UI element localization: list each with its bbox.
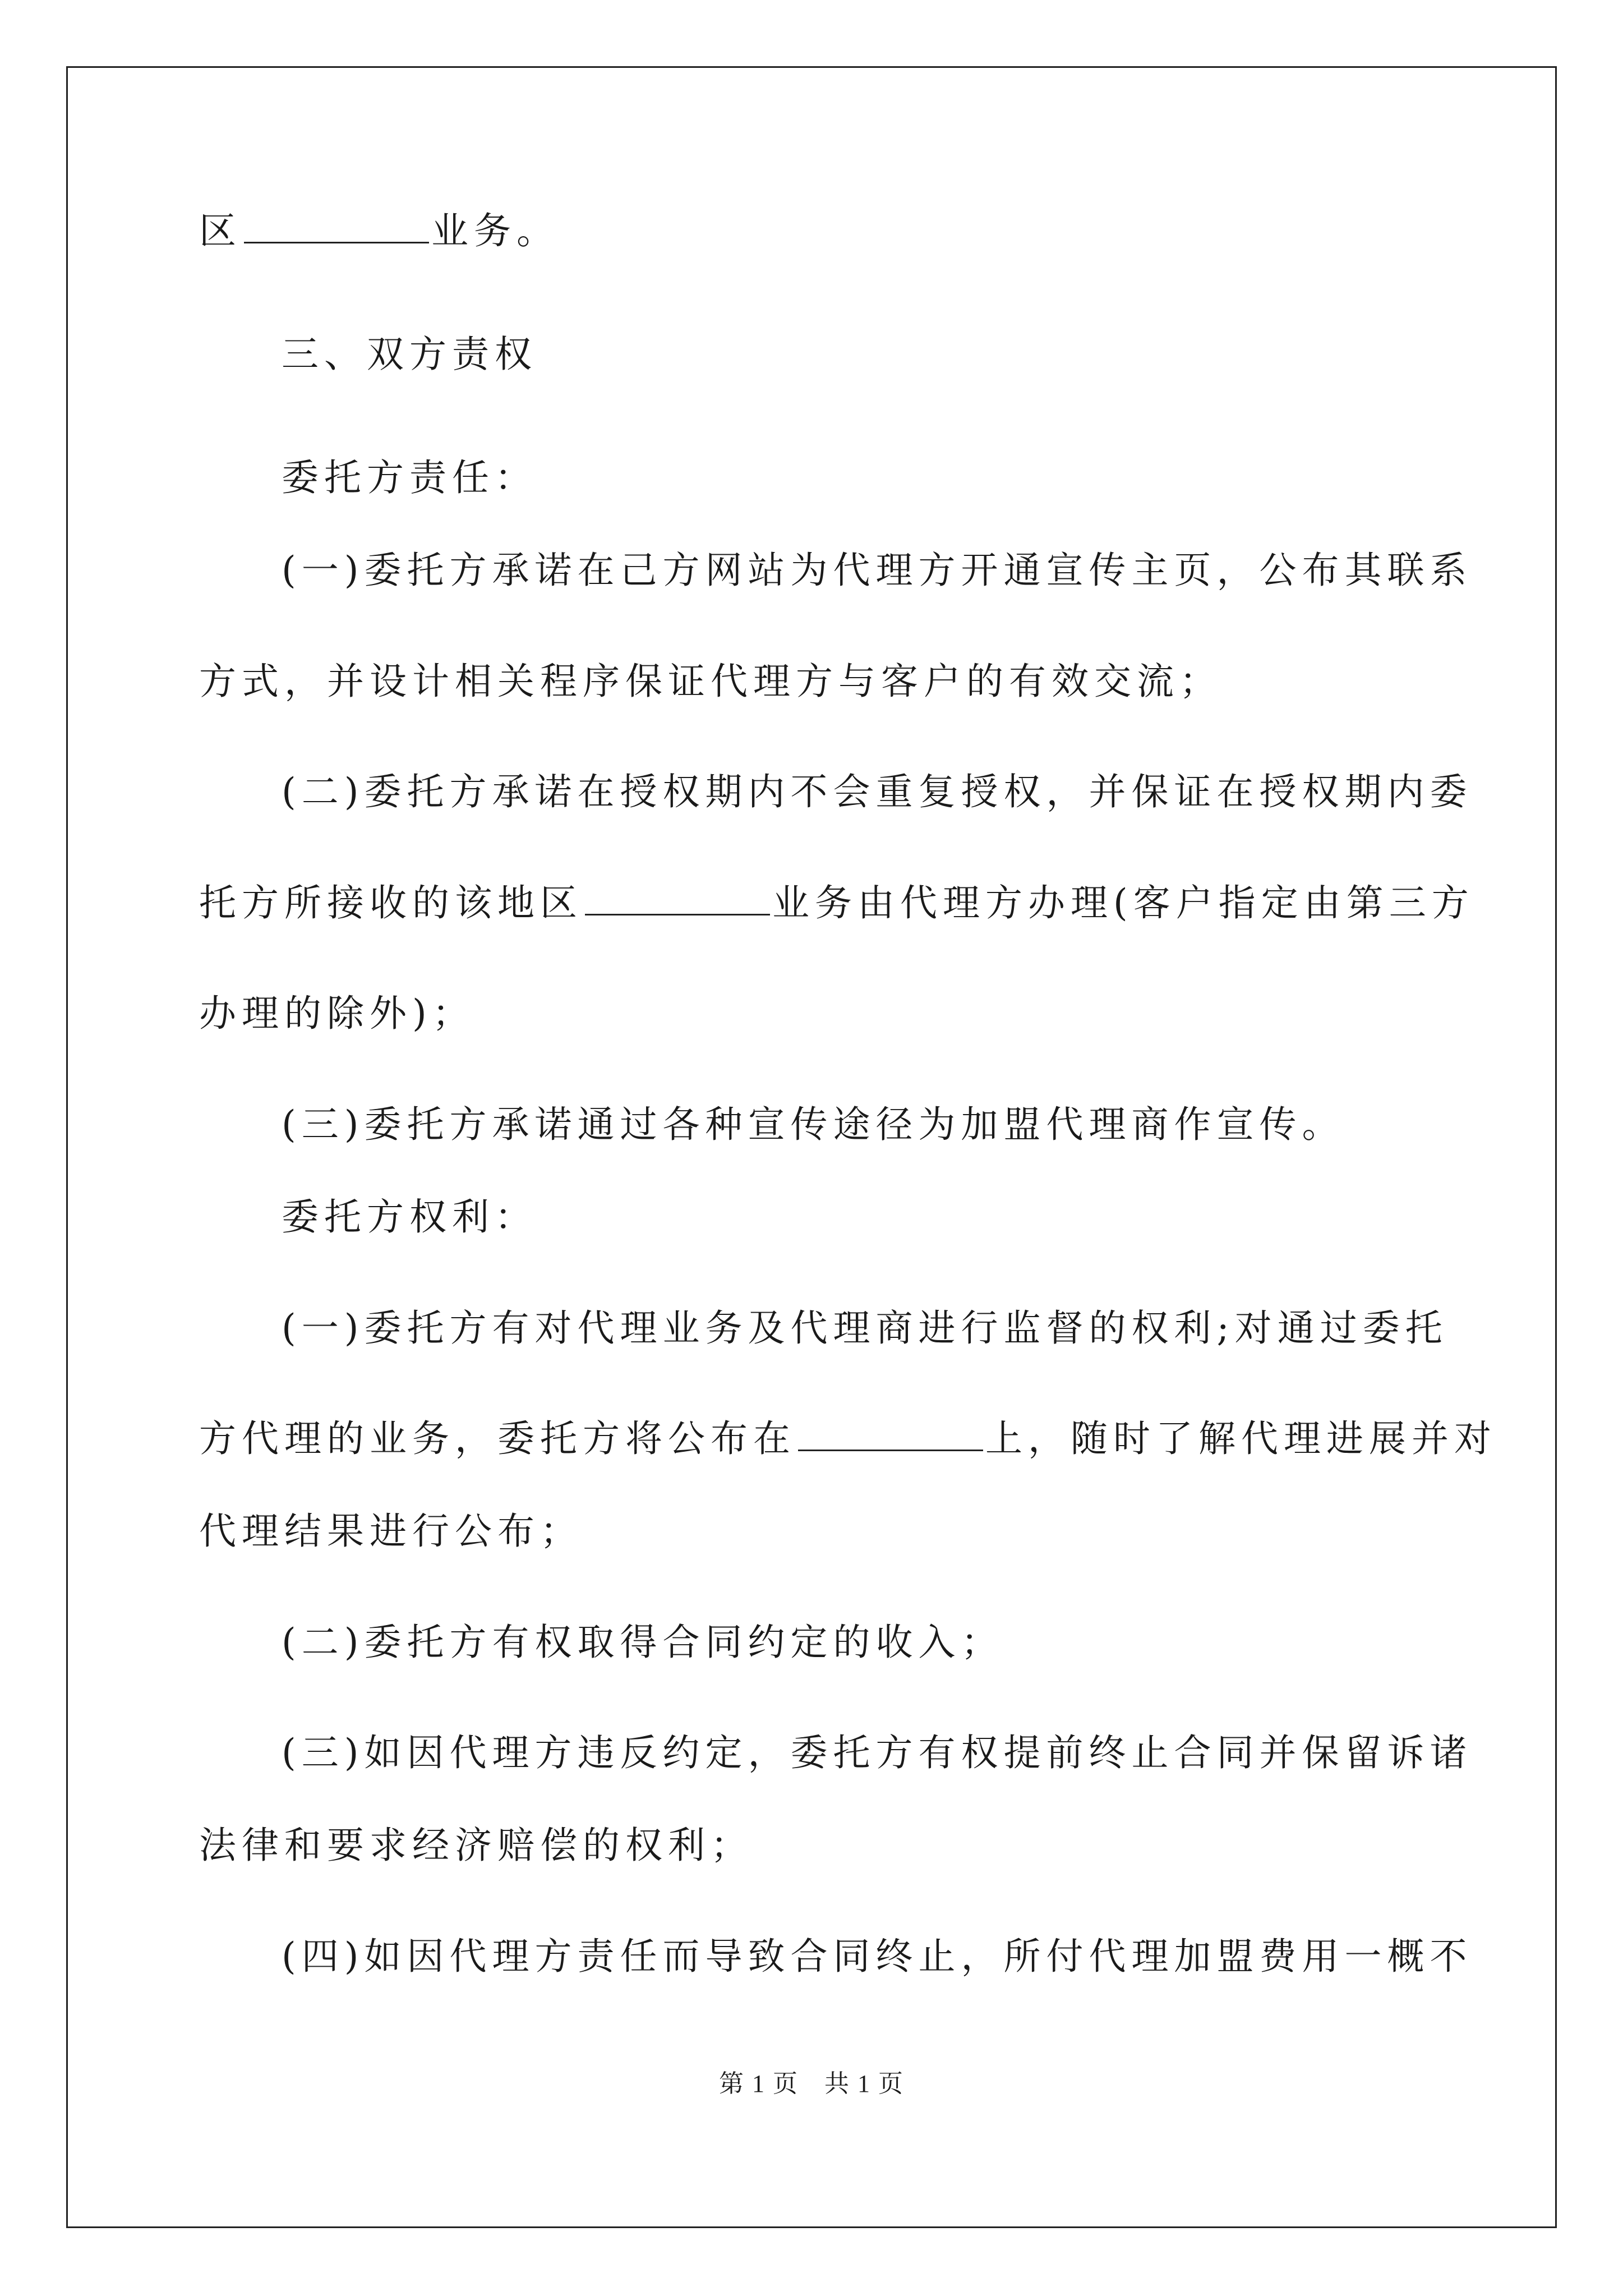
right-1-line-2 (199, 1416, 1497, 1461)
page-number-footer: 第 1 页 共 1 页 (719, 2070, 904, 2097)
line-text-post: 业务。 (431, 209, 559, 252)
right-1-line-1: (一)委托方有对代理业务及代理商进行监督的权利;对通过委托 (282, 1306, 1448, 1350)
fill-in-blank[interactable] (244, 209, 429, 243)
line-text-pre: 区 (199, 209, 242, 252)
line-text-pre: 托方所接收的该地区 (199, 881, 583, 924)
right-4-line-1: (四)如因代理方责任而导致合同终止，所付代理加盟费用一概不 (282, 1935, 1473, 1978)
clause-2-line-3: 办理的除外)； (199, 992, 475, 1035)
subheading-client-duties: 委托方责任： (282, 456, 537, 499)
line-text-post: 上，随时了解代理进展并对 (985, 1417, 1497, 1460)
right-1-line-3: 代理结果进行公布； (199, 1510, 583, 1553)
clause-3-line-1: (三)委托方承诺通过各种宣传途径为加盟代理商作宣传。 (282, 1103, 1345, 1146)
clause-1-line-1: (一)委托方承诺在己方网站为代理方开通宣传主页，公布其联系 (282, 549, 1473, 592)
section-heading-3: 三、双方责权 (282, 333, 537, 376)
subheading-client-rights: 委托方权利： (282, 1195, 537, 1239)
line-text-pre: 方代理的业务，委托方将公布在 (199, 1417, 796, 1460)
clause-1-line-2: 方式，并设计相关程序保证代理方与客户的有效交流； (199, 660, 1222, 703)
right-2-line-1: (二)委托方有权取得合同约定的收入； (282, 1621, 1004, 1664)
right-3-line-2: 法律和要求经济赔偿的权利； (199, 1824, 753, 1867)
paragraph-line-1 (199, 209, 1427, 254)
line-text-post: 业务由代理方办理(客户指定由第三方 (772, 881, 1474, 924)
fill-in-blank[interactable] (585, 881, 770, 915)
page-border (66, 66, 1557, 2228)
right-3-line-1: (三)如因代理方违反约定，委托方有权提前终止合同并保留诉诸 (282, 1731, 1473, 1774)
fill-in-blank[interactable] (798, 1417, 983, 1451)
clause-2-line-2 (199, 881, 1474, 926)
clause-2-line-1: (二)委托方承诺在授权期内不会重复授权，并保证在授权期内委 (282, 770, 1473, 813)
